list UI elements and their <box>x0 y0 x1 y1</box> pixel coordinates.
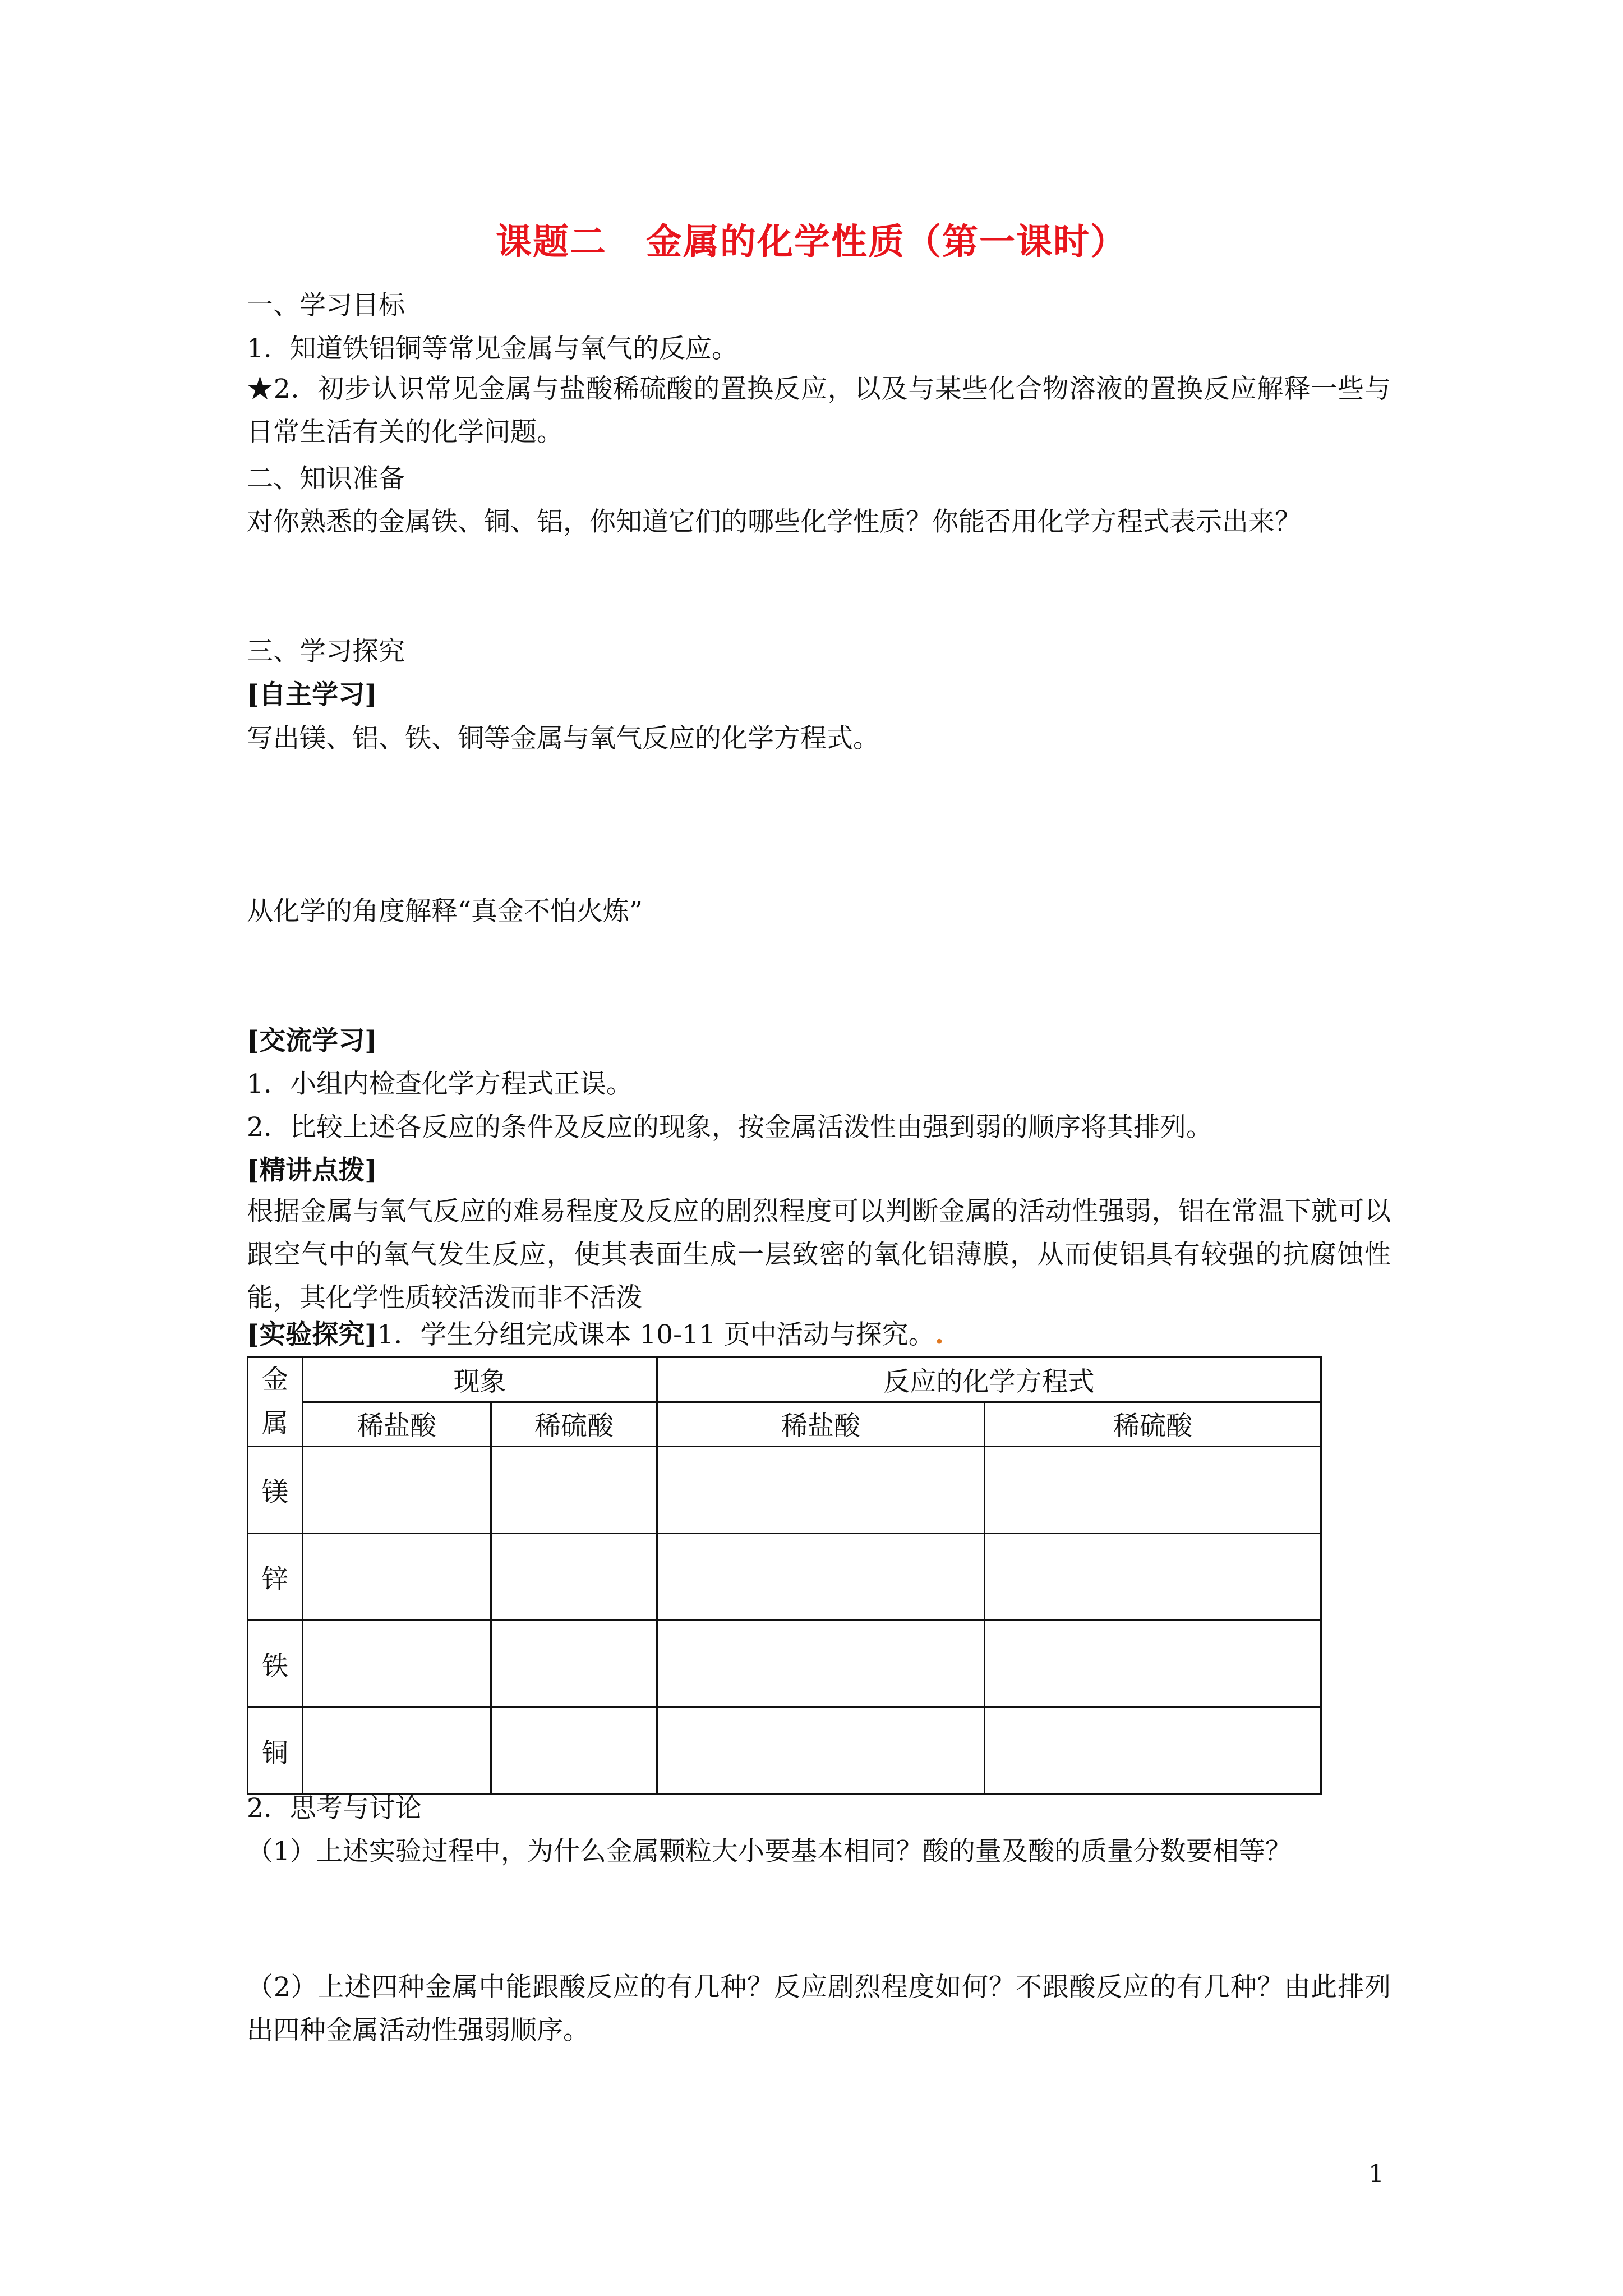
answer-cell <box>985 1708 1321 1795</box>
title-topic: 金属的化学性质（第一课时） <box>646 221 1127 263</box>
exchange-item-2: 2．比较上述各反应的条件及反应的现象，按金属活泼性由强到弱的顺序将其排列。 <box>247 1112 1212 1143</box>
equation-header: 反应的化学方程式 <box>657 1358 1321 1402</box>
experiment-label: [实验探究] <box>247 1319 377 1350</box>
answer-cell <box>303 1534 491 1621</box>
answer-cell <box>657 1534 985 1621</box>
metal-header: 金属 <box>248 1358 303 1447</box>
self-study-text: 写出镁、铝、铁、铜等金属与氧气反应的化学方程式。 <box>247 723 879 754</box>
title-lesson: 课题二 <box>496 221 607 263</box>
answer-cell <box>303 1621 491 1708</box>
answer-cell <box>303 1447 491 1534</box>
self-study-label: [自主学习] <box>247 679 377 710</box>
sub-header-h2so4-equation: 稀硫酸 <box>985 1402 1321 1447</box>
answer-cell <box>657 1447 985 1534</box>
explain-label: [精讲点拨] <box>247 1155 377 1186</box>
goal-1: 1．知道铁铝铜等常见金属与氧气的反应。 <box>247 333 738 364</box>
metal-cell: 铜 <box>248 1708 303 1795</box>
experiment-table <box>247 1356 1322 1795</box>
experiment-line <box>247 1319 1391 1351</box>
answer-cell <box>491 1708 657 1795</box>
sub-header-hcl-equation: 稀盐酸 <box>657 1402 985 1447</box>
experiment-dot: . <box>934 1319 944 1350</box>
metal-cell: 锌 <box>248 1534 303 1621</box>
sub-header-h2so4-phenomenon: 稀硫酸 <box>491 1402 657 1447</box>
table-header-row <box>248 1358 1321 1402</box>
gold-question: 从化学的角度解释“真金不怕火炼” <box>247 896 643 927</box>
experiment-text: 1．学生分组完成课本 10-11 页中活动与探究。 <box>377 1319 935 1350</box>
answer-cell <box>985 1621 1321 1708</box>
phenomenon-header: 现象 <box>303 1358 657 1402</box>
question-2: （2）上述四种金属中能跟酸反应的有几种？反应剧烈程度如何？不跟酸反应的有几种？由此排列出四种金属活动性强弱顺序。 <box>247 1972 1391 2046</box>
exchange-item-1: 1．小组内检查化学方程式正误。 <box>247 1069 633 1099</box>
answer-cell <box>657 1621 985 1708</box>
page-title <box>0 213 1623 265</box>
goals-heading: 一、学习目标 <box>247 290 405 321</box>
answer-cell <box>491 1534 657 1621</box>
goal-2: ★2．初步认识常见金属与盐酸稀硫酸的置换反应，以及与某些化合物溶液的置换反应解释一些与日常生活有关的化学问题。 <box>247 374 1391 448</box>
sub-header-hcl-phenomenon: 稀盐酸 <box>303 1402 491 1447</box>
question-1: （1）上述实验过程中，为什么金属颗粒大小要基本相同？酸的量及酸的质量分数要相等？ <box>247 1836 1292 1867</box>
table-row <box>248 1447 1321 1534</box>
metal-cell: 铁 <box>248 1621 303 1708</box>
table-row <box>248 1534 1321 1621</box>
explore-heading: 三、学习探究 <box>247 636 405 667</box>
explain-text: 根据金属与氧气反应的难易程度及反应的剧烈程度可以判断金属的活动性强弱，铝在常温下就可以跟空气中的氧气发生反应，使其表面生成一层致密的氧化铝薄膜，从而使铝具有较强的抗腐蚀性能，其化学性质较活泼而非不活泼 <box>247 1196 1391 1313</box>
metal-cell: 镁 <box>248 1447 303 1534</box>
answer-cell <box>985 1447 1321 1534</box>
page-number: 1 <box>1368 2160 1384 2188</box>
exchange-label: [交流学习] <box>247 1025 377 1056</box>
table-row <box>248 1708 1321 1795</box>
answer-cell <box>985 1534 1321 1621</box>
answer-cell <box>657 1708 985 1795</box>
table-row <box>248 1621 1321 1708</box>
table-subheader-row <box>248 1402 1321 1447</box>
answer-cell <box>491 1621 657 1708</box>
prep-text: 对你熟悉的金属铁、铜、铝，你知道它们的哪些化学性质？你能否用化学方程式表示出来？ <box>247 507 1301 537</box>
answer-cell <box>303 1708 491 1795</box>
think-heading: 2．思考与讨论 <box>247 1793 422 1824</box>
answer-cell <box>491 1447 657 1534</box>
prep-heading: 二、知识准备 <box>247 463 405 494</box>
